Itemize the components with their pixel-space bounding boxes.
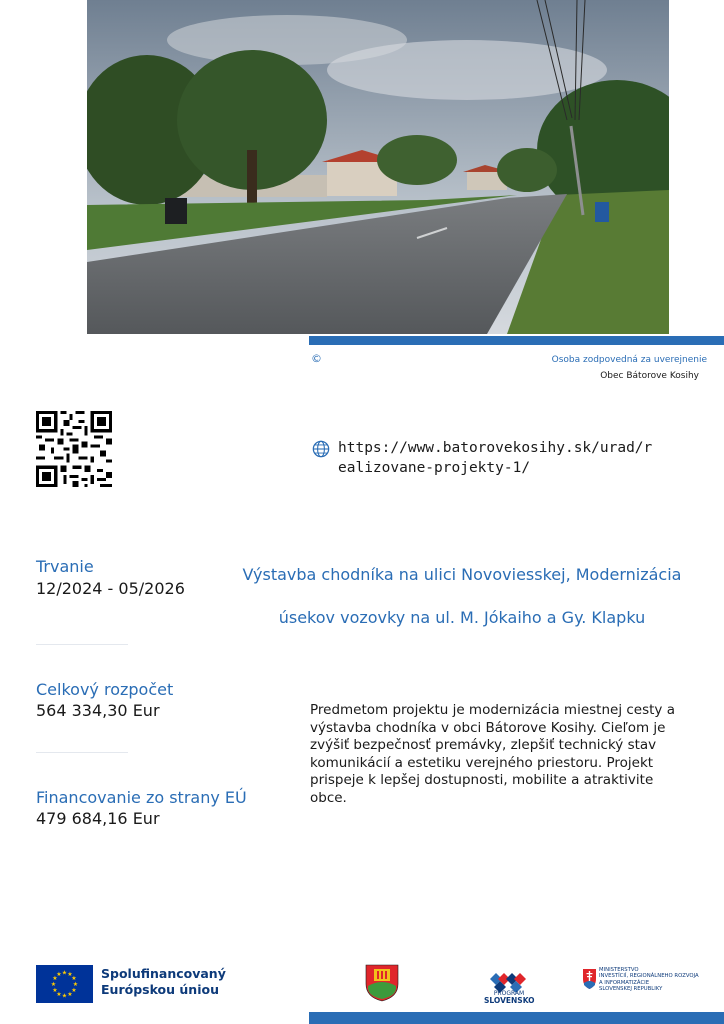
project-title: Výstavba chodníka na ulici Novoviesskej, Modernizácia úsekov vozovky na ul. M. Jókaiho a Gy. Klapku xyxy=(242,565,682,627)
svg-text:★: ★ xyxy=(56,991,62,998)
eu-funding-value: 479 684,16 Eur xyxy=(36,809,160,828)
project-url-link[interactable] xyxy=(312,438,658,478)
globe-icon xyxy=(312,440,330,458)
svg-text:★: ★ xyxy=(52,987,58,994)
duration-label: Trvanie xyxy=(36,557,94,576)
svg-text:★: ★ xyxy=(56,971,62,978)
svg-text:★: ★ xyxy=(72,981,79,988)
svg-text:★: ★ xyxy=(67,991,73,998)
accent-bar-top xyxy=(309,336,724,345)
street-photo xyxy=(87,0,669,334)
accent-bar-bottom xyxy=(309,1012,724,1024)
program-label xyxy=(484,990,534,1004)
svg-text:★: ★ xyxy=(50,981,57,988)
eu-cofinanced-text xyxy=(101,966,226,998)
responsible-label: Osoba zodpovedná za uverejnenie xyxy=(551,355,707,365)
svg-text:★: ★ xyxy=(61,969,68,977)
duration-value: 12/2024 - 05/2026 xyxy=(36,579,185,598)
eu-flag-icon xyxy=(36,965,93,1003)
program-small: PROGRAM xyxy=(493,990,525,997)
responsible-name: Obec Bátorove Kosihy xyxy=(600,371,699,381)
svg-text:★: ★ xyxy=(67,971,73,978)
divider xyxy=(36,752,128,753)
svg-text:★: ★ xyxy=(71,987,77,994)
divider xyxy=(36,644,128,645)
svg-text:★: ★ xyxy=(52,975,58,982)
svg-text:★: ★ xyxy=(61,992,68,1000)
budget-label: Celkový rozpočet xyxy=(36,680,174,699)
qr-code-icon[interactable] xyxy=(36,411,112,487)
project-description: Predmetom projektu je modernizácia miestnej cesty a výstavba chodníka v obci Bátorove Kosihy. Cieľom je zvýšiť bezpečnosť premávky, zlepšiť technický stav komunikácií a estetiku verejného priestoru. Projekt prispeje k lepšej dostupnosti, mobilite a atraktivite obce. xyxy=(310,702,675,806)
coat-of-arms-icon xyxy=(365,964,399,1002)
ministry-text: MINISTERSTVO INVESTÍCIÍ, REGIONÁLNEHO ROZVOJA A INFORMATIZÁCIE SLOVENSKEJ REPUBLIKY xyxy=(599,967,699,992)
svg-text:★: ★ xyxy=(71,975,77,982)
eu-funding-label: Financovanie zo strany EÚ xyxy=(36,788,247,807)
program-big: SLOVENSKO xyxy=(484,996,535,1005)
eu-line1: Spolufinancovaný xyxy=(101,966,226,981)
budget-value: 564 334,30 Eur xyxy=(36,701,160,720)
project-url-text[interactable]: https://www.batorovekosihy.sk/urad/realizovane-projekty-1/ xyxy=(338,440,653,476)
eu-line2: Európskou úniou xyxy=(101,982,219,997)
copyright-symbol: © xyxy=(311,352,322,365)
